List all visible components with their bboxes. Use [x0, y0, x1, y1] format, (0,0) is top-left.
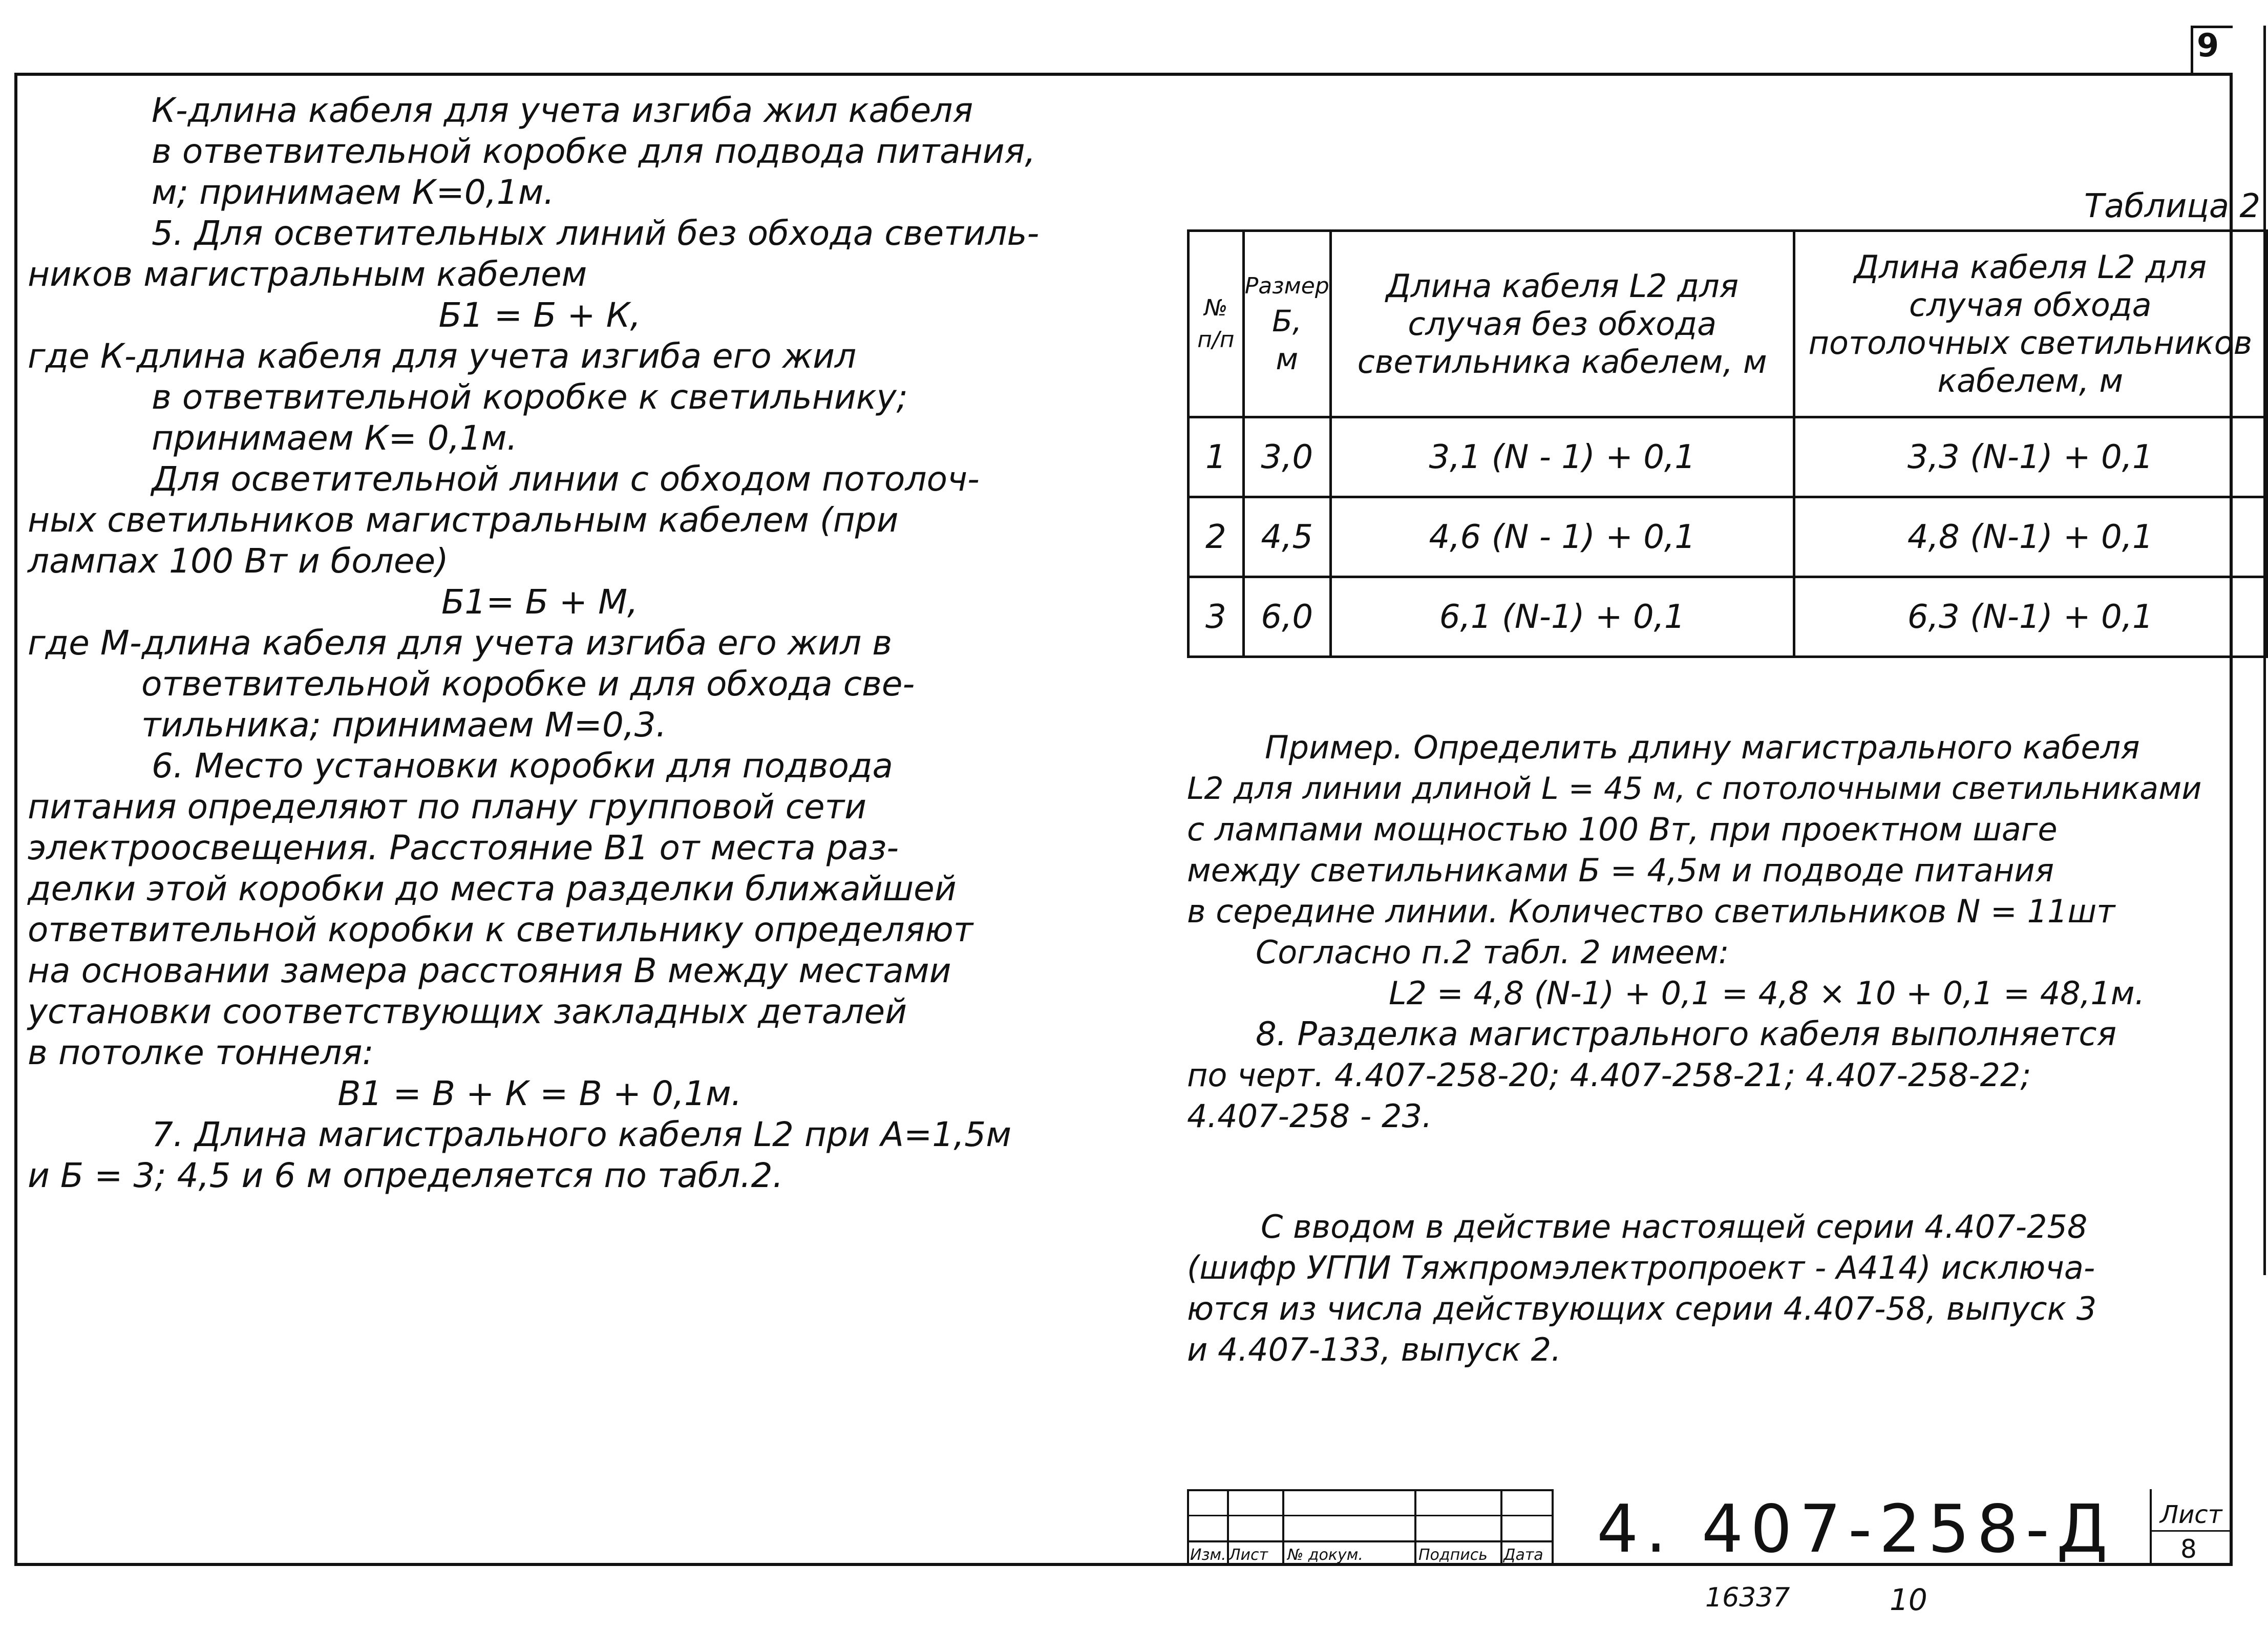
table-row — [1189, 497, 2267, 577]
table-row — [1189, 417, 2267, 497]
cell-size: 4,5 — [1243, 497, 1330, 577]
cell-size: 3,0 — [1243, 417, 1330, 497]
text-line: и 4.407-133, выпуск 2. — [1187, 1331, 1561, 1368]
formula: Б1 = Б + К, — [438, 295, 641, 335]
table-row — [1189, 577, 2267, 657]
sheet-label: Лист — [2160, 1500, 2222, 1529]
header-size-line2: Б, — [1272, 303, 1302, 338]
table-caption: Таблица 2 — [2084, 187, 2261, 225]
frame-left-line — [14, 73, 17, 1566]
header-size-line1: Размер — [1244, 272, 1329, 299]
page-number: 9 — [2197, 27, 2219, 64]
formula: В1 = В + К = В + 0,1м. — [337, 1074, 742, 1113]
text-line: питания определяют по плану групповой сети — [28, 787, 866, 827]
stamp-label-doc: № докум. — [1287, 1546, 1363, 1564]
cell-number: 3 — [1189, 577, 1244, 657]
text-line: в потолке тоннеля: — [28, 1033, 374, 1072]
stamp-label-change: Изм. — [1190, 1546, 1226, 1564]
text-line: принимаем К= 0,1м. — [152, 418, 518, 458]
text-line: ются из числа действующих серии 4.407-58, выпуск 3 — [1187, 1290, 2097, 1327]
text-line: С вводом в действие настоящей серии 4.407-258 — [1261, 1208, 2088, 1245]
text-line: 7. Длина магистрального кабеля L2 при А=1,5м — [152, 1115, 1012, 1154]
header-without-bypass: Длина кабеля L2 для случая без обхода светильника кабелем, м — [1330, 231, 1794, 417]
cable-length-table — [1187, 229, 2268, 658]
text-line: ных светильников магистральным кабелем (при — [28, 500, 899, 540]
formula: Б1= Б + М, — [441, 582, 638, 622]
text-line: тильника; принимаем М=0,3. — [141, 705, 667, 745]
cell-without: 6,1 (N-1) + 0,1 — [1330, 577, 1794, 657]
text-line: и Б = 3; 4,5 и 6 м определяется по табл.2. — [28, 1156, 783, 1195]
copy-number: 10 — [1890, 1582, 1927, 1617]
sheet-box-divider — [2150, 1530, 2231, 1532]
sheet-number: 8 — [2180, 1534, 2197, 1564]
stamp-label-sheet: Лист — [1229, 1546, 1268, 1564]
text-line: 6. Место установки коробки для подвода — [152, 746, 893, 786]
cell-size: 6,0 — [1243, 577, 1330, 657]
stamp-divider — [1552, 1489, 1554, 1566]
cell-with: 6,3 (N-1) + 0,1 — [1794, 577, 2266, 657]
sheet-box-left — [2150, 1489, 2152, 1566]
frame-top-line — [14, 73, 2233, 76]
header-number: № п/п — [1189, 231, 1244, 417]
stamp-label-signature: Подпись — [1418, 1546, 1488, 1564]
table-header-row — [1189, 231, 2267, 417]
text-line: в середине линии. Количество светильников N = 11шт — [1187, 893, 2115, 930]
text-line: делки этой коробки до места разделки ближайшей — [28, 869, 957, 908]
text-line: ответвительной коробке и для обхода све- — [141, 664, 915, 704]
cell-with: 4,8 (N-1) + 0,1 — [1794, 497, 2266, 577]
text-line: Согласно п.2 табл. 2 имеем: — [1256, 934, 1729, 971]
text-line: ников магистральным кабелем — [28, 255, 587, 294]
text-line: Для осветительной линии с обходом потолоч- — [152, 459, 980, 499]
text-line: К-длина кабеля для учета изгиба жил кабеля — [152, 91, 973, 130]
cell-number: 1 — [1189, 417, 1244, 497]
page-number-box-left — [2191, 26, 2193, 73]
text-line: где М-длина кабеля для учета изгиба его жил в — [28, 623, 893, 663]
text-line: электроосвещения. Расстояние В1 от места раз- — [28, 828, 899, 867]
text-line: лампах 100 Вт и более) — [28, 541, 449, 581]
header-with-bypass: Длина кабеля L2 для случая обхода потолочных светильников кабелем, м — [1794, 231, 2266, 417]
cell-without: 3,1 (N - 1) + 0,1 — [1330, 417, 1794, 497]
stamp-label-date: Дата — [1503, 1546, 1543, 1564]
header-size-line3: м — [1276, 341, 1299, 376]
text-line: 4.407-258 - 23. — [1187, 1097, 1432, 1135]
cell-with: 3,3 (N-1) + 0,1 — [1794, 417, 2266, 497]
text-line: между светильниками Б = 4,5м и подводе питания — [1187, 852, 2054, 889]
text-line: на основании замера расстояния В между местами — [28, 951, 951, 990]
text-line: L2 для линии длиной L = 45 м, с потолочными светильниками — [1187, 771, 2202, 807]
text-line: (шифр УГПИ Тяжпромэлектропроект - А414) исключа- — [1187, 1249, 2095, 1286]
title-block — [1187, 1489, 2231, 1566]
text-line: 8. Разделка магистрального кабеля выполняется — [1256, 1015, 2117, 1053]
formula: L2 = 4,8 (N-1) + 0,1 = 4,8 × 10 + 0,1 = 48,1м. — [1389, 975, 2145, 1012]
text-line: Пример. Определить длину магистрального кабеля — [1265, 729, 2140, 766]
text-line: с лампами мощностью 100 Вт, при проектном шаге — [1187, 811, 2058, 848]
inventory-number: 16337 — [1705, 1582, 1790, 1613]
cell-without: 4,6 (N - 1) + 0,1 — [1330, 497, 1794, 577]
document-code: 4. 407-258-Д — [1597, 1491, 2115, 1568]
text-line: м; принимаем К=0,1м. — [152, 173, 555, 212]
text-line: 5. Для осветительных линий без обхода светиль- — [152, 214, 1040, 253]
text-line: где К-длина кабеля для учета изгиба его жил — [28, 336, 857, 376]
text-line: по черт. 4.407-258-20; 4.407-258-21; 4.407-258-22; — [1187, 1056, 2031, 1094]
cell-number: 2 — [1189, 497, 1244, 577]
text-line: установки соответствующих закладных деталей — [28, 992, 907, 1031]
text-line: в ответвительной коробке к светильнику; — [152, 377, 908, 417]
header-size — [1243, 231, 1330, 417]
text-line: в ответвительной коробке для подвода питания, — [152, 132, 1036, 171]
text-line: ответвительной коробки к светильнику определяют — [28, 910, 973, 949]
